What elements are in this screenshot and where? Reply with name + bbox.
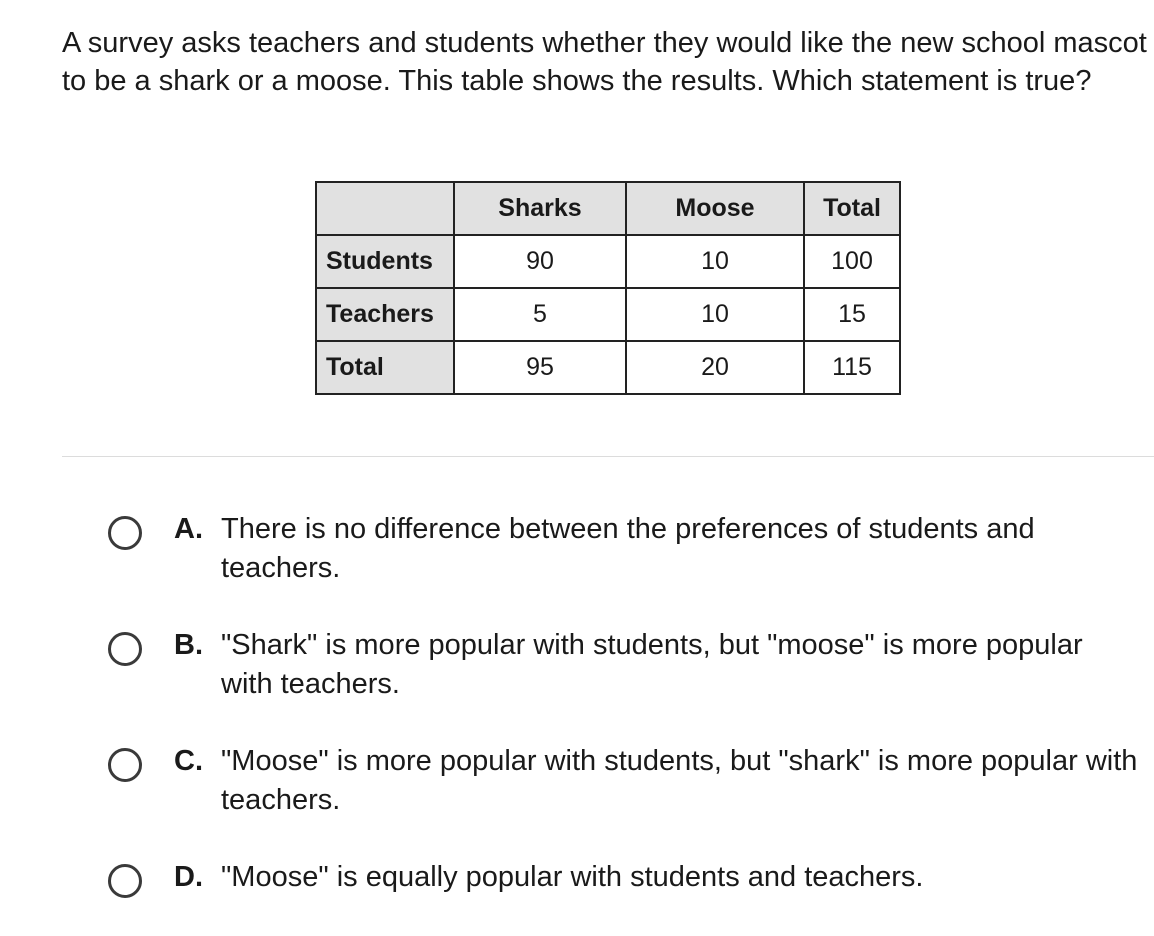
cell-teachers-sharks: 5 (454, 288, 626, 341)
row-header-total: Total (316, 341, 454, 394)
choice-letter-c: C. (174, 745, 203, 777)
header-cell-corner (316, 182, 454, 235)
choice-d[interactable] (108, 858, 1148, 898)
radio-button-b[interactable] (108, 632, 142, 666)
choice-letter-d: D. (174, 861, 203, 893)
results-table-container (315, 181, 901, 395)
cell-students-sharks: 90 (454, 235, 626, 288)
table-row (316, 235, 900, 288)
row-header-students: Students (316, 235, 454, 288)
cell-total-total: 115 (804, 341, 900, 394)
row-header-teachers: Teachers (316, 288, 454, 341)
header-cell-sharks: Sharks (454, 182, 626, 235)
question-text: A survey asks teachers and students whether they would like the new school mascot to be a shark or a moose. This table shows the results. Which statement is true? (62, 27, 1147, 97)
choice-letter-a: A. (174, 513, 203, 545)
section-divider (62, 456, 1154, 457)
choice-text-d[interactable]: "Moose" is equally popular with students and teachers. (221, 861, 924, 893)
cell-teachers-moose: 10 (626, 288, 804, 341)
radio-button-d[interactable] (108, 864, 142, 898)
radio-button-a[interactable] (108, 516, 142, 550)
choice-c[interactable] (108, 742, 1148, 820)
radio-button-c[interactable] (108, 748, 142, 782)
cell-students-moose: 10 (626, 235, 804, 288)
answer-choices (108, 510, 1148, 936)
header-cell-moose: Moose (626, 182, 804, 235)
cell-students-total: 100 (804, 235, 900, 288)
header-cell-total: Total (804, 182, 900, 235)
table-header-row (316, 182, 900, 235)
choice-text-b[interactable]: "Shark" is more popular with students, but "moose" is more popular with teachers. (221, 629, 1083, 700)
cell-total-moose: 20 (626, 341, 804, 394)
results-table (315, 181, 901, 395)
choice-text-a[interactable]: There is no difference between the preferences of students and teachers. (221, 513, 1035, 584)
cell-teachers-total: 15 (804, 288, 900, 341)
choice-b[interactable] (108, 626, 1148, 704)
choice-a[interactable] (108, 510, 1148, 588)
choice-letter-b: B. (174, 629, 203, 661)
choice-text-c[interactable]: "Moose" is more popular with students, but "shark" is more popular with teachers. (221, 745, 1138, 816)
table-row (316, 288, 900, 341)
cell-total-sharks: 95 (454, 341, 626, 394)
table-row (316, 341, 900, 394)
